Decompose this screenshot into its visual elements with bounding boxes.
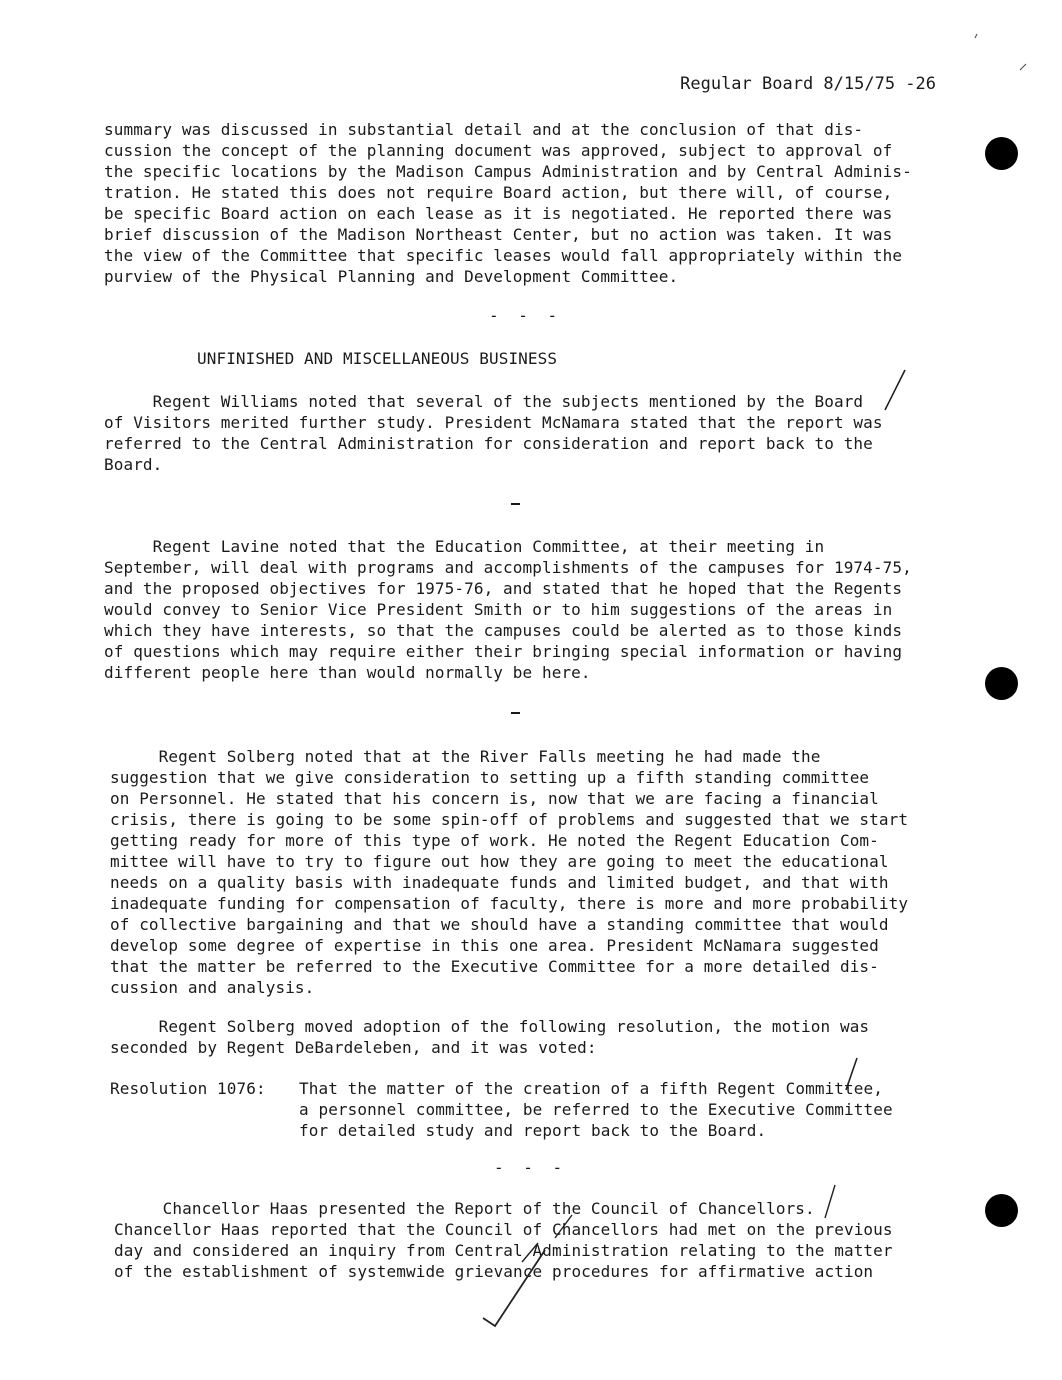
text-line: brief discussion of the Madison Northeast Center, but no action was taken. It was (104, 225, 893, 244)
text-line: cussion the concept of the planning document was approved, subject to approval of (104, 141, 893, 160)
text-line: would convey to Senior Vice President Smith or to him suggestions of the areas in (104, 600, 893, 619)
text-line: tration. He stated this does not require Board action, but there will, of course, (104, 183, 893, 202)
text-line: purview of the Physical Planning and Development Committee. (104, 267, 679, 286)
text-line: Regent Solberg noted that at the River Falls meeting he had made the (110, 747, 821, 766)
text-line: cussion and analysis. (110, 978, 315, 997)
text-line: the view of the Committee that specific leases would fall appropriately within the (104, 246, 903, 265)
text-line: Regent Solberg moved adoption of the following resolution, the motion was (110, 1017, 870, 1036)
text-line: of the establishment of systemwide grievance procedures for affirmative action (114, 1262, 874, 1281)
text-line: of collective bargaining and that we should have a standing committee that would (110, 915, 889, 934)
text-line: day and considered an inquiry from Central Administration relating to the matter (114, 1241, 893, 1260)
text-line: suggestion that we give consideration to setting up a fifth standing committee (110, 768, 870, 787)
text-line: September, will deal with programs and accomplishments of the campuses for 1974-75, (104, 558, 912, 577)
section-heading: UNFINISHED AND MISCELLANEOUS BUSINESS (197, 349, 558, 368)
text-line: develop some degree of expertise in this one area. President McNamara suggested (110, 936, 879, 955)
text-line: That the matter of the creation of a fifth Regent Committee, (299, 1079, 883, 1098)
text-line: that the matter be referred to the Executive Committee for a more detailed dis- (110, 957, 879, 976)
text-line: of questions which may require either their bringing special information or having (104, 642, 903, 661)
section-separator: - - - (494, 1158, 568, 1177)
section-separator: - - - (489, 306, 563, 325)
text-line: of Visitors merited further study. President McNamara stated that the report was (104, 413, 883, 432)
text-line: Regent Williams noted that several of the subjects mentioned by the Board (104, 392, 864, 411)
text-line: Chancellor Haas reported that the Council of Chancellors had met on the previous (114, 1220, 893, 1239)
text-line: mittee will have to try to figure out how they are going to meet the educational (110, 852, 889, 871)
text-line: a personnel committee, be referred to the Executive Committee (299, 1100, 893, 1119)
text-line: different people here than would normally be here. (104, 663, 591, 682)
text-line: seconded by Regent DeBardeleben, and it was voted: (110, 1038, 597, 1057)
text-line: inadequate funding for compensation of faculty, there is more and more probability (110, 894, 909, 913)
text-line: the specific locations by the Madison Campus Administration and by Central Adminis- (104, 162, 912, 181)
text-line: Regent Lavine noted that the Education Committee, at their meeting in (104, 537, 825, 556)
text-line: which they have interests, so that the campuses could be alerted as to those kinds (104, 621, 903, 640)
text-line: summary was discussed in substantial detail and at the conclusion of that dis- (104, 120, 864, 139)
resolution-label: Resolution 1076: (110, 1079, 266, 1098)
text-line: on Personnel. He stated that his concern is, now that we are facing a financial (110, 789, 879, 808)
text-line: and the proposed objectives for 1975-76, and stated that he hoped that the Regents (104, 579, 903, 598)
text-line: be specific Board action on each lease as it is negotiated. He reported there was (104, 204, 893, 223)
page-header: Regular Board 8/15/75 -26 (680, 74, 936, 94)
text-line: referred to the Central Administration for consideration and report back to the (104, 434, 873, 453)
text-line: Board. (104, 455, 163, 474)
text-line: getting ready for more of this type of work. He noted the Regent Education Com- (110, 831, 879, 850)
text-line: Chancellor Haas presented the Report of the Council of Chancellors. (114, 1199, 815, 1218)
text-line: needs on a quality basis with inadequate funds and limited budget, and that with (110, 873, 889, 892)
text-line: for detailed study and report back to the Board. (299, 1121, 767, 1140)
text-line: crisis, there is going to be some spin-off of problems and suggested that we start (110, 810, 909, 829)
